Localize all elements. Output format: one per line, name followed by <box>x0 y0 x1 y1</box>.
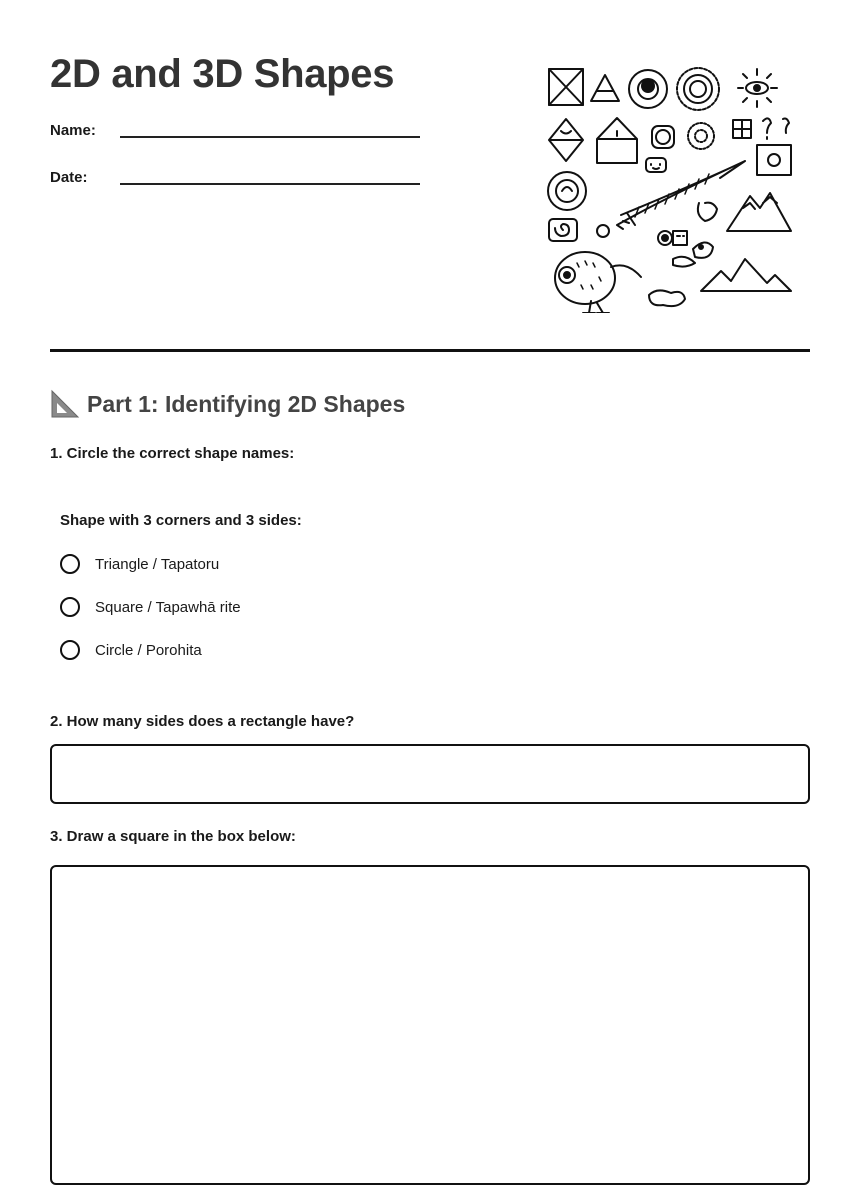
part1-title: Part 1: Identifying 2D Shapes <box>87 390 406 417</box>
option-radio[interactable] <box>60 640 80 660</box>
worksheet-title: 2D and 3D Shapes <box>50 52 395 96</box>
option-triangle[interactable] <box>60 551 219 577</box>
option-radio[interactable] <box>60 554 80 574</box>
name-label: Name: <box>50 122 96 139</box>
stone-icon <box>649 290 685 306</box>
spiral-square-icon <box>549 219 577 241</box>
question-1-prompt: Shape with 3 corners and 3 sides: <box>60 512 302 529</box>
option-label: Square / Tapawhā rite <box>95 598 241 616</box>
dotted-circle-icon <box>688 123 714 149</box>
mask-icon <box>658 231 687 245</box>
question-1: 1. Circle the correct shape names: <box>50 445 295 462</box>
small-circle-icon <box>597 225 609 237</box>
rounded-square-icon <box>652 126 674 148</box>
draw-square-box[interactable] <box>50 865 810 1185</box>
face-icon <box>646 158 666 172</box>
worksheet-header <box>50 50 810 312</box>
question-3: 3. Draw a square in the box below: <box>50 828 296 845</box>
feather-icon <box>617 161 745 229</box>
square-circle-icon <box>757 145 791 175</box>
small-triangle-icon <box>591 75 619 101</box>
part1-heading <box>50 388 405 420</box>
header-divider <box>50 349 810 352</box>
spiral-circle-icon <box>548 172 586 210</box>
house-icon <box>597 118 637 163</box>
date-field[interactable] <box>50 169 420 199</box>
option-label: Triangle / Tapatoru <box>95 555 220 573</box>
arc-face-icon <box>698 203 717 221</box>
kiwi-bird-icon <box>555 252 641 313</box>
triangle-ruler-icon <box>50 389 80 419</box>
date-label: Date: <box>50 169 88 186</box>
shapes-illustration <box>545 63 795 313</box>
rosette-icon <box>677 68 719 110</box>
mountains-2-icon <box>701 259 791 291</box>
option-circle[interactable] <box>60 637 202 663</box>
name-line[interactable] <box>120 136 420 138</box>
diamond-icon <box>549 119 583 161</box>
window-icon <box>733 120 751 138</box>
name-field[interactable] <box>50 122 420 152</box>
hourglass-square-icon <box>549 69 583 105</box>
option-square[interactable] <box>60 594 241 620</box>
date-line[interactable] <box>120 183 420 185</box>
rectangle-sides-answer-box[interactable] <box>50 744 810 804</box>
squiggle-icon <box>763 118 789 139</box>
sun-eye-icon <box>738 69 777 107</box>
option-radio[interactable] <box>60 597 80 617</box>
mountains-icon <box>727 193 791 231</box>
option-label: Circle / Porohita <box>95 641 202 659</box>
question-2: 2. How many sides does a rectangle have? <box>50 713 355 730</box>
blob-icon <box>673 242 713 266</box>
concentric-circle-icon <box>629 70 667 108</box>
